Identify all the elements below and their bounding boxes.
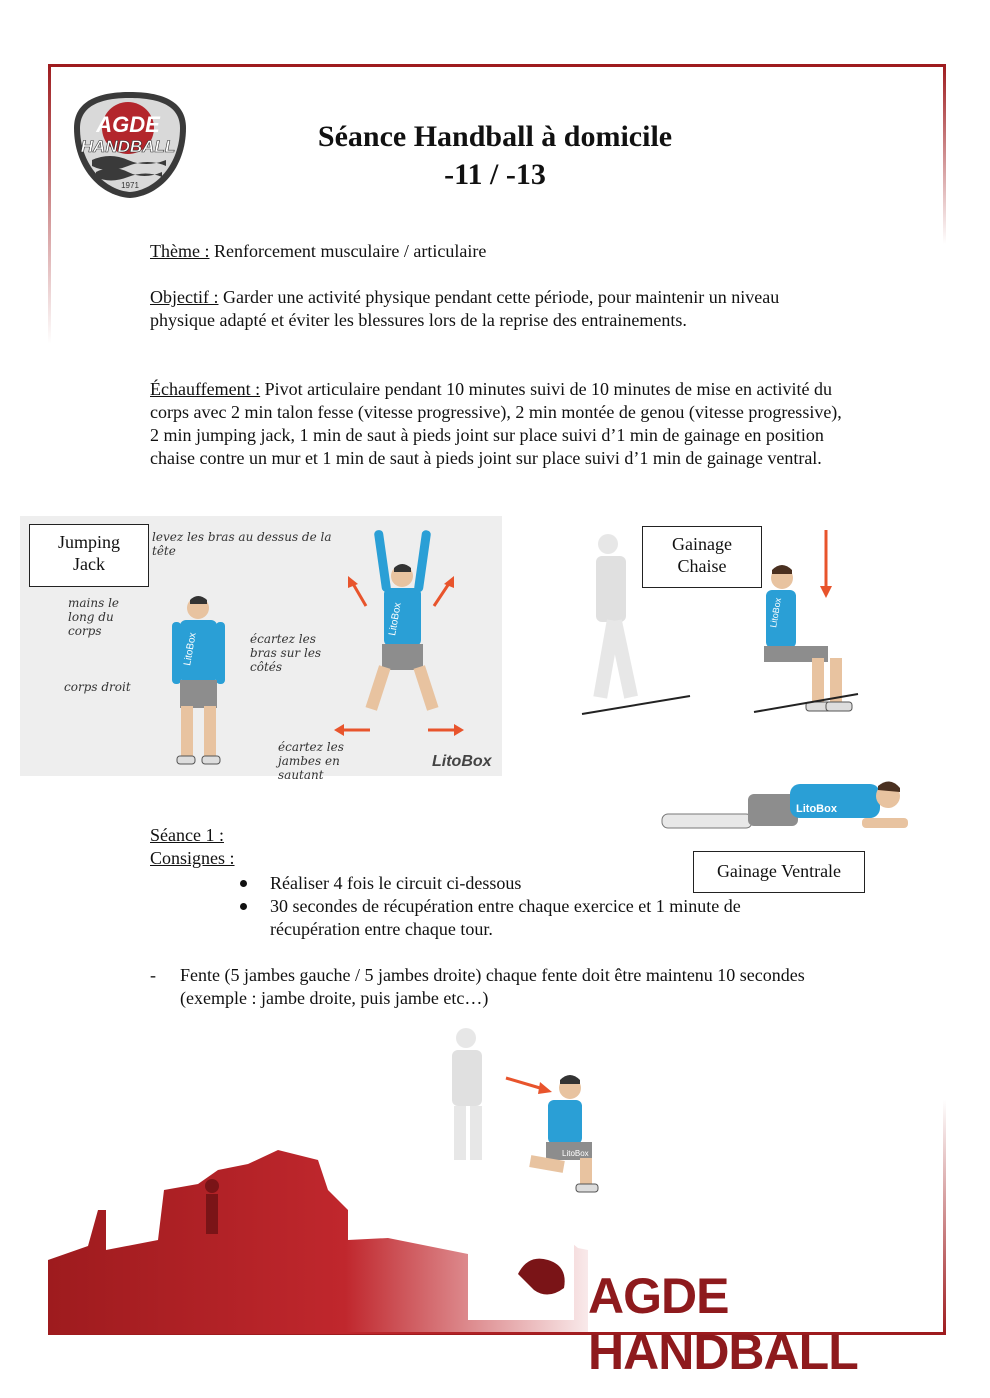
bullet-text-2: 30 secondes de récupération entre chaque exercice et 1 minute de récupération entre chaque tour.: [270, 896, 741, 939]
jumping-jack-label-box: [29, 524, 149, 587]
page-title: [0, 118, 990, 194]
objectif-label: Objectif :: [150, 287, 219, 307]
theme-label: Thème :: [150, 241, 210, 261]
bullet-icon: [240, 903, 247, 910]
svg-text:LitoBox: LitoBox: [182, 631, 199, 667]
note-spread-arms: écartez les bras sur les côtés: [250, 632, 322, 674]
title-line1: Séance Handball à domicile: [317, 120, 673, 153]
seance1-heading: [150, 824, 450, 870]
echauffement-paragraph: [150, 378, 850, 470]
fente-instruction: Fente (5 jambes gauche / 5 jambes droite) chaque fente doit être maintenu 10 secondes (exemple : jambe droite, puis jambe etc…): [180, 965, 805, 1008]
plank-figure-icon: [662, 781, 908, 828]
jumping-jack-label-line1: Jumping: [57, 532, 120, 552]
logo-line1: AGDE: [96, 112, 160, 137]
gainage-chaise-label-box: [642, 526, 762, 588]
gainage-chaise-illustration: [540, 516, 970, 772]
note-spread-legs: écartez les jambes en sautant: [278, 740, 344, 782]
note-body: corps droit: [64, 680, 131, 694]
svg-text:LitoBox: LitoBox: [768, 597, 784, 629]
echauffement-text: Pivot articulaire pendant 10 minutes suivi de 10 minutes de mise en activité du corps avec 2 min talon fesse (vitesse progressive), 2 min montée de genou (vitesse progressive), 2 min jumping jack, 1 min de saut à pieds joint sur place suivi d’1 min de gainage en position chaise contre un mur et 1 min de saut à pieds joint sur place suivi d’1 min de gainage ventral.: [150, 379, 842, 468]
title-line2: -11 / -13: [444, 158, 546, 191]
logo-line2: HANDBALL: [80, 137, 176, 156]
standing-figure-icon: [172, 596, 225, 764]
list-item: [150, 895, 830, 941]
note-hands: mains le long du corps: [68, 596, 120, 638]
jumping-figure-icon: [365, 530, 438, 711]
svg-text:LitoBox: LitoBox: [796, 803, 837, 815]
wall-sit-figure-icon: [764, 565, 852, 711]
jumping-jack-illustration: [20, 516, 502, 782]
logo-year: 1971: [121, 181, 139, 190]
objectif-text: Garder une activité physique pendant cette période, pour maintenir un niveau physique adapté et éviter les blessures lors de la reprise des entrainements.: [150, 287, 780, 330]
footer-brand-text: AGDE HANDBALL: [588, 1268, 858, 1380]
objectif-paragraph: [150, 286, 830, 332]
theme-text: Renforcement musculaire / articulaire: [209, 241, 487, 261]
svg-text:LitoBox: LitoBox: [387, 601, 404, 637]
svg-text:LitoBox: LitoBox: [562, 1149, 589, 1158]
gainage-ventrale-illustration: [656, 772, 916, 852]
jumping-jack-label-line2: Jack: [73, 554, 105, 574]
list-item: [150, 872, 830, 895]
footer-skyline-banner: [48, 1150, 946, 1380]
litobox-brand: LitoBox: [432, 753, 492, 770]
gainage-chaise-label-line1: Gainage: [672, 534, 732, 554]
ghost-standing-icon: [452, 1028, 482, 1160]
ghost-figure-icon: [593, 534, 638, 699]
frame-left-line: [48, 64, 51, 344]
gainage-ventrale-label-box: Gainage Ventrale: [693, 851, 865, 893]
consignes-label: Consignes :: [150, 848, 235, 868]
frame-top-line: [48, 64, 946, 67]
gainage-chaise-label-line2: Chaise: [677, 556, 727, 576]
note-arms-up: levez les bras au dessus de la tête: [152, 530, 332, 558]
bullet-text-1: Réaliser 4 fois le circuit ci-dessous: [270, 873, 522, 893]
bullet-icon: [240, 880, 247, 887]
theme-paragraph: [150, 240, 850, 263]
consignes-list: [150, 872, 830, 941]
echauffement-label: Échauffement :: [150, 379, 261, 399]
seance1-title: Séance 1 :: [150, 825, 224, 845]
dash-marker: -: [150, 965, 156, 985]
